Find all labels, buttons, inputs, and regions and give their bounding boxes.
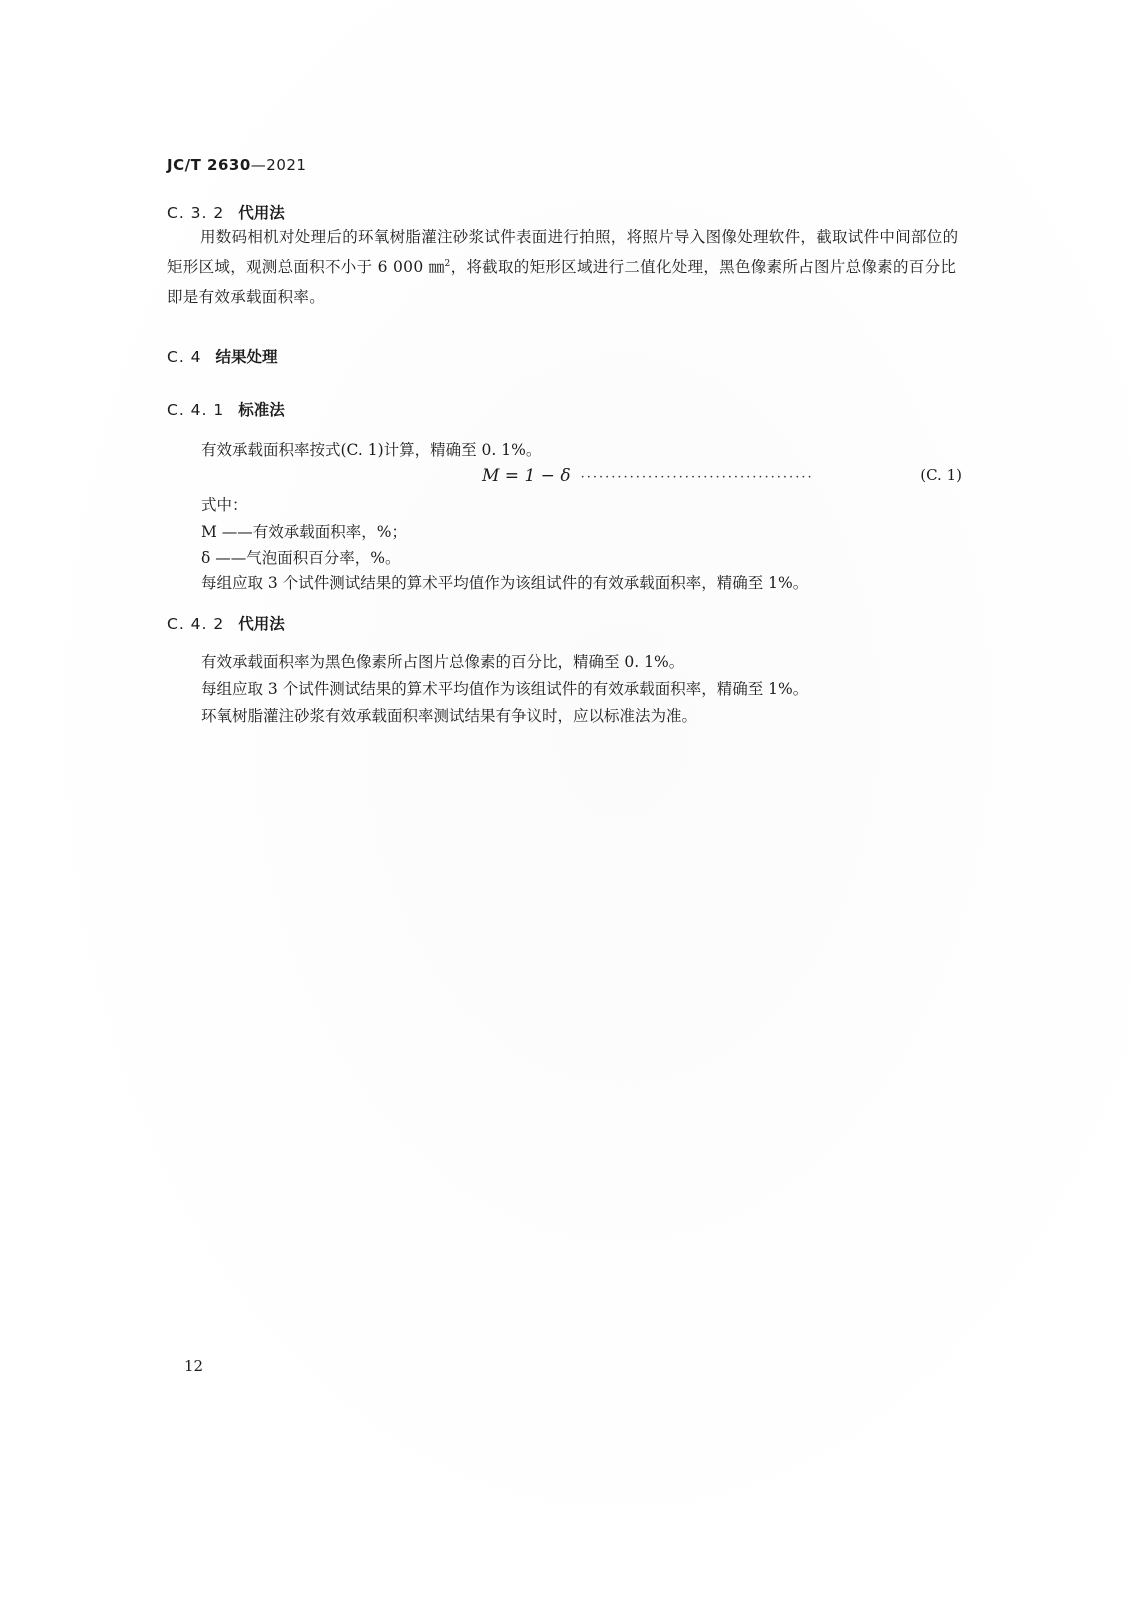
heading-c-4 bbox=[167, 345, 278, 367]
formula-number: (C. 1) bbox=[920, 466, 962, 484]
section-number: C. 4. 1 bbox=[167, 401, 225, 419]
average-rule-c-4-1: 每组应取 3 个试件测试结果的算术平均值作为该组试件的有效承载面积率，精确至 1%。 bbox=[201, 574, 809, 592]
formula-c-1 bbox=[482, 466, 962, 486]
superscript: 2 bbox=[444, 258, 451, 269]
paragraph-c-3-2 bbox=[167, 222, 967, 312]
standard-code-id: JC/T 2630 bbox=[167, 156, 251, 174]
paragraph-text-2: ，将截取的矩形区域进行二值化处理，黑色像素所占图片总像素的百分比即是有效承载面积率。 bbox=[167, 258, 957, 306]
variable-delta-definition: δ ——气泡面积百分率，%。 bbox=[201, 549, 401, 567]
c-4-2-line-3: 环氧树脂灌注砂浆有效承载面积率测试结果有争议时，应以标准法为准。 bbox=[201, 707, 698, 725]
section-number: C. 3. 2 bbox=[167, 204, 225, 222]
section-title: 结果处理 bbox=[215, 348, 278, 366]
heading-c-4-2 bbox=[167, 612, 285, 634]
page-number: 12 bbox=[184, 1357, 204, 1375]
heading-c-3-2 bbox=[167, 201, 285, 223]
paragraph-text-1: 用数码相机对处理后的环氧树脂灌注砂浆试件表面进行拍照，将照片导入图像处理软件，截取试件中间部位的矩形区域，观测总面积不小于 6 000 ㎜ bbox=[167, 228, 959, 276]
formula-expression: M = 1 − δ bbox=[482, 466, 571, 486]
variable-m-definition: M ——有效承载面积率，%； bbox=[201, 523, 408, 541]
where-label: 式中： bbox=[201, 496, 248, 514]
section-title: 标准法 bbox=[238, 401, 285, 419]
c-4-2-line-2: 每组应取 3 个试件测试结果的算术平均值作为该组试件的有效承载面积率，精确至 1%。 bbox=[201, 680, 809, 698]
section-title: 代用法 bbox=[238, 615, 285, 633]
section-title: 代用法 bbox=[238, 204, 285, 222]
formula-leader-dots: ······································ bbox=[580, 470, 814, 485]
standard-code bbox=[167, 156, 306, 174]
standard-code-year: —2021 bbox=[250, 156, 307, 174]
c-4-2-line-1: 有效承载面积率为黑色像素所占图片总像素的百分比，精确至 0. 1%。 bbox=[201, 653, 685, 671]
heading-c-4-1 bbox=[167, 398, 285, 420]
section-number: C. 4. 2 bbox=[167, 615, 225, 633]
section-number: C. 4 bbox=[167, 348, 202, 366]
calc-instruction: 有效承载面积率按式(C. 1)计算，精确至 0. 1%。 bbox=[201, 441, 542, 459]
